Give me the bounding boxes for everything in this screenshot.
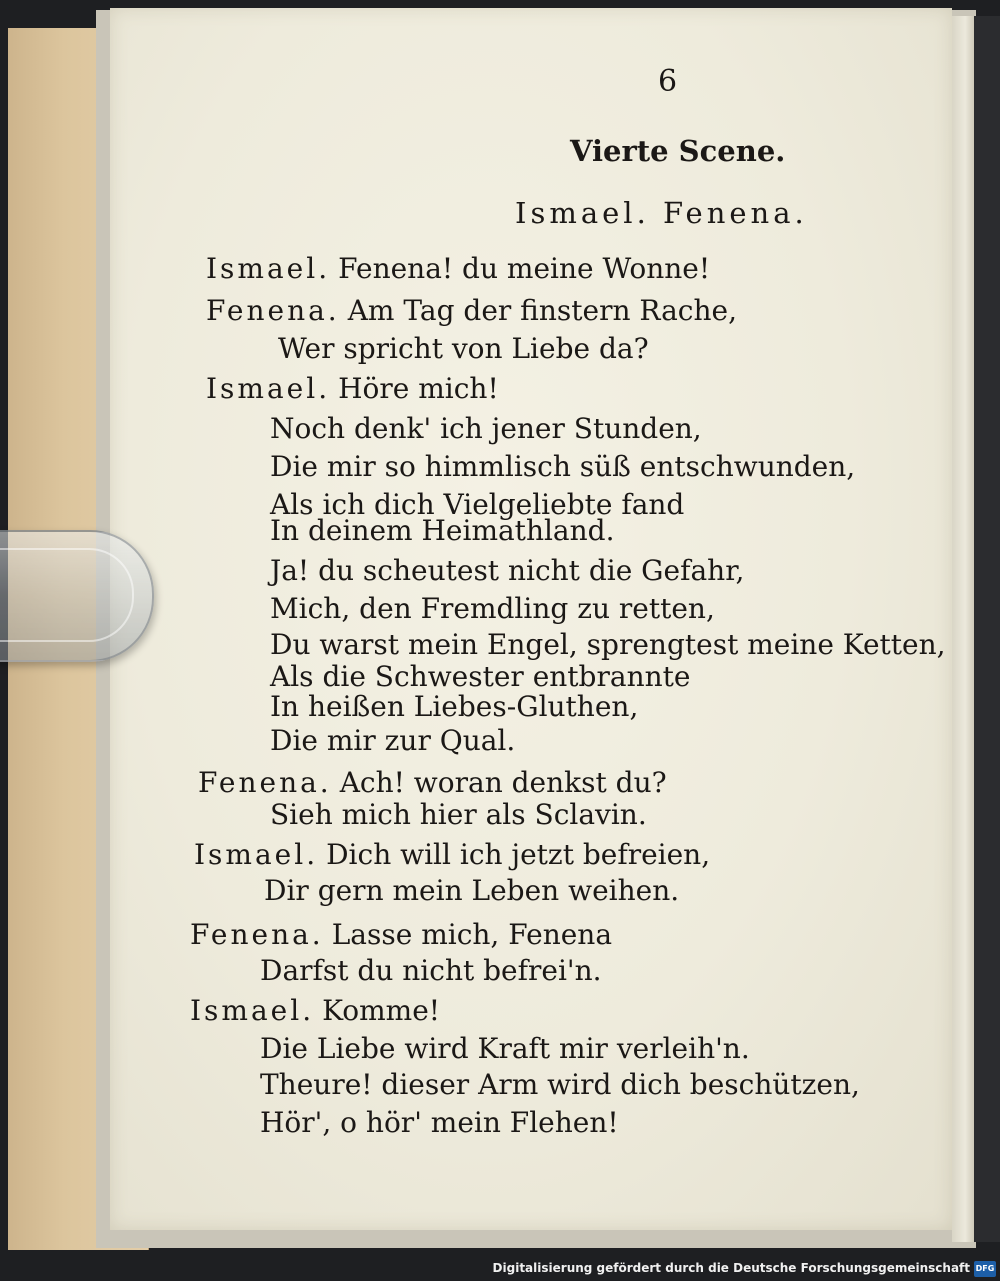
dialogue-text: Sieh mich hier als Sclavin. bbox=[270, 798, 647, 831]
digitization-credit: Digitalisierung gefördert durch die Deutsche Forschungsgemeinschaft bbox=[492, 1261, 970, 1275]
book-page bbox=[110, 8, 952, 1230]
dialogue-line bbox=[190, 994, 440, 1027]
dialogue-text: Mich, den Fremdling zu retten, bbox=[270, 592, 715, 625]
dialogue-text: In deinem Heimathland. bbox=[270, 514, 615, 547]
dialogue-text: Ja! du scheutest nicht die Gefahr, bbox=[270, 554, 745, 587]
dialogue-text: Wer spricht von Liebe da? bbox=[278, 332, 649, 365]
dialogue-text: Fenena! du meine Wonne! bbox=[338, 252, 711, 285]
dialogue-line bbox=[270, 450, 855, 483]
dialogue-text: Als die Schwester entbrannte bbox=[270, 660, 691, 693]
dialogue-line bbox=[270, 798, 647, 831]
speaker-name: Ismael. bbox=[206, 372, 331, 405]
dialogue-line bbox=[206, 252, 710, 285]
dialogue-line bbox=[260, 1068, 860, 1101]
dialogue-line bbox=[206, 294, 737, 327]
dialogue-text: Die mir zur Qual. bbox=[270, 724, 516, 757]
dialogue-line bbox=[190, 918, 612, 951]
dialogue-text: Ach! woran denkst du? bbox=[339, 766, 667, 799]
dialogue-line bbox=[270, 660, 690, 693]
dialogue-text: Dich will ich jetzt befreien, bbox=[326, 838, 711, 871]
dialogue-text: Dir gern mein Leben weihen. bbox=[264, 874, 680, 907]
next-page-edge bbox=[952, 16, 974, 1242]
dialogue-line bbox=[260, 1106, 619, 1139]
dialogue-line bbox=[198, 766, 667, 799]
dialogue-text: Hör', o hör' mein Flehen! bbox=[260, 1106, 619, 1139]
dialogue-line bbox=[278, 332, 649, 365]
dialogue-text: In heißen Liebes-Gluthen, bbox=[270, 690, 639, 723]
dialogue-line bbox=[260, 954, 602, 987]
dfg-logo: DFG bbox=[974, 1261, 996, 1277]
dialogue-text: Noch denk' ich jener Stunden, bbox=[270, 412, 702, 445]
scene-title: Vierte Scene. bbox=[570, 134, 786, 168]
speaker-name: Ismael. bbox=[194, 838, 319, 871]
speaker-name: Fenena. bbox=[206, 294, 340, 327]
page-number: 6 bbox=[658, 64, 678, 99]
speaker-name: Ismael. bbox=[190, 994, 315, 1027]
dialogue-line bbox=[270, 690, 638, 723]
dialogue-text: Theure! dieser Arm wird dich beschützen, bbox=[260, 1068, 860, 1101]
dialogue-text: Darfst du nicht befrei'n. bbox=[260, 954, 602, 987]
dialogue-text: Du warst mein Engel, sprengtest meine Ketten, bbox=[270, 628, 946, 661]
dialogue-line bbox=[264, 874, 679, 907]
dialogue-text: Am Tag der finstern Rache, bbox=[347, 294, 737, 327]
dialogue-line bbox=[260, 1032, 750, 1065]
dialogue-text: Komme! bbox=[322, 994, 441, 1027]
dialogue-text: Lasse mich, Fenena bbox=[331, 918, 613, 951]
dialogue-line bbox=[270, 628, 946, 661]
dialogue-line bbox=[270, 724, 515, 757]
dialogue-line bbox=[206, 372, 499, 405]
dialogue-line bbox=[270, 592, 715, 625]
dialogue-line bbox=[194, 838, 710, 871]
dialogue-line bbox=[270, 554, 744, 587]
speaker-name: Fenena. bbox=[190, 918, 324, 951]
dialogue-text: Höre mich! bbox=[338, 372, 499, 405]
dialogue-text: Die Liebe wird Kraft mir verleih'n. bbox=[260, 1032, 750, 1065]
dialogue-text: Die mir so himmlisch süß entschwunden, bbox=[270, 450, 856, 483]
scene-cast: Ismael. Fenena. bbox=[515, 196, 808, 230]
speaker-name: Fenena. bbox=[198, 766, 332, 799]
speaker-name: Ismael. bbox=[206, 252, 331, 285]
dialogue-line bbox=[270, 412, 702, 445]
page-holder-clip-inner bbox=[0, 548, 134, 642]
dialogue-text: Als ich dich Vielgeliebte fand bbox=[270, 488, 685, 521]
dialogue-line bbox=[270, 514, 614, 547]
book-spine bbox=[974, 16, 1000, 1242]
